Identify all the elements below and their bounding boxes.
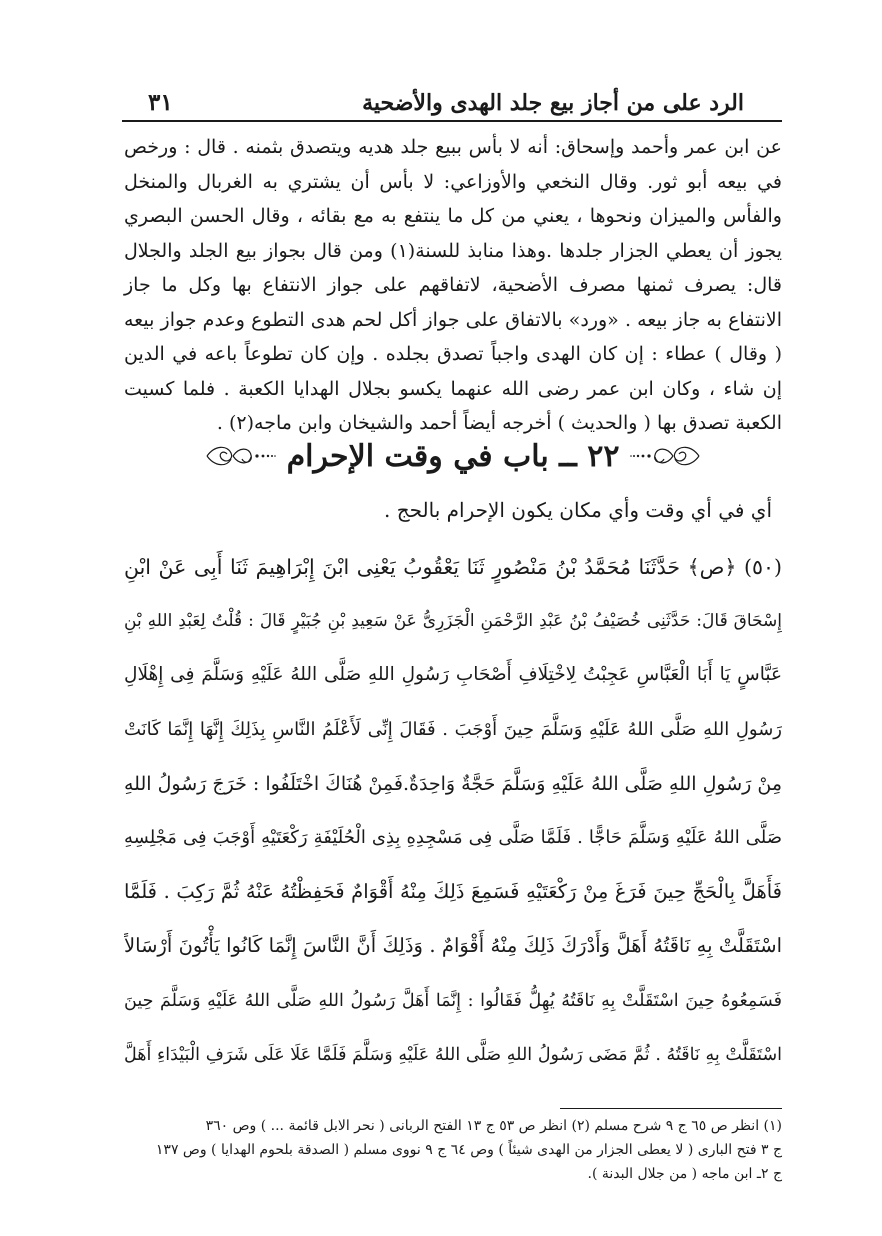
- hadith-line: مِنْ رَسُولِ اللهِ صَلَّى اللهُ عَلَيْهِ وَسَلَّمَ حَجَّةٌ وَاحِدَةٌ.فَمِنْ هُنَاكَ اخْتَلَفُوا : خَرَجَ رَسُولُ اللهِ: [124, 772, 782, 795]
- hadith-text: [124, 540, 782, 1082]
- hadith-line: فَسَمِعُوهُ حِينَ اسْتَقَلَّتْ بِهِ نَاقَتُهُ يُهِلُّ فَقَالُوا : إِنَّمَا أَهَلَّ رَسُولُ اللهِ صَلَّى اللهُ عَلَيْهِ وَسَلَّمَ حِينَ: [124, 990, 782, 1011]
- chapter-heading: [124, 426, 782, 486]
- page-number: ٣١: [148, 89, 173, 116]
- footnotes: [124, 1114, 782, 1186]
- hadith-line: عَبَّاسٍ يَا أَبَا الْعَبَّاسِ عَجِبْتُ لِاخْتِلَافِ أَصْحَابِ رَسُولِ اللهِ صَلَّى اللهُ عَلَيْهِ وَسَلَّمَ فِى إِهْلَالِ: [124, 664, 782, 686]
- hadith-line: إِسْحَاقَ قَالَ: حَدَّثَنِى خُصَيْفُ بْنُ عَبْدِ الرَّحْمَنِ الْجَزَرِىُّ عَنْ سَعِيدِ بْنِ جُبَيْرٍ قَالَ : قُلْتُ لِعَبْدِ اللهِ بْنِ: [124, 611, 782, 632]
- hadith-line: (٥٠) ﴿ص﴾ حَدَّثَنَا مُحَمَّدُ بْنُ مَنْصُورٍ ثَنَا يَعْقُوبُ يَعْنِى ابْنَ إِبْرَاهِيمَ ثَنَا أَبِى عَنْ ابْنِ: [124, 555, 782, 579]
- footnote-line: ج ٢ـ ابن ماجه ( من جلال البدنة ).: [587, 1166, 782, 1182]
- footnote-line: (١) انظر ص ٦٥ ج ٩ شرح مسلم (٢) انظر ص ٥٣ ج ١٣ الفتح الربانى ( نحر الابل قائمة ... ) وص ٣٦٠: [205, 1118, 782, 1134]
- page-header: [122, 86, 782, 122]
- intro-paragraph-block: [124, 130, 782, 441]
- ornament-right-icon: [629, 441, 701, 471]
- footnote-line: ج ٣ فتح البارى ( لا يعطى الجزار من الهدى شيئاً ) وص ٦٤ ج ٩ نووى مسلم ( الصدقة بلحوم الهدايا ) وص ١٣٧: [155, 1142, 782, 1158]
- footnote-divider: [560, 1108, 782, 1109]
- hadith-line: اسْتَقَلَّتْ بِهِ نَاقَتُهُ . ثُمَّ مَضَى رَسُولُ اللهِ صَلَّى اللهُ عَلَيْهِ وَسَلَّمَ فَلَمَّا عَلَا عَلَى شَرَفِ الْبَيْدَاءِ أَهَلَّ: [124, 1044, 782, 1065]
- hadith-line: صَلَّى اللهُ عَلَيْهِ وَسَلَّمَ حَاجًّا . فَلَمَّا صَلَّى فِى مَسْجِدِهِ بِذِى الْحُلَيْفَةِ رَكْعَتَيْهِ أَوْجَبَ فِى مَجْلِسِهِ: [124, 826, 782, 848]
- chapter-title: ٢٢ ــ باب في وقت الإحرام: [286, 438, 620, 474]
- hadith-line: اسْتَقَلَّتْ بِهِ نَاقَتُهُ أَهَلَّ وَأَدْرَكَ ذَلِكَ مِنْهُ أَقْوَامٌ . وَذَلِكَ أَنَّ النَّاسَ إِنَّمَا كَانُوا يَأْتُونَ أَرْسَالاً: [124, 934, 782, 958]
- ornament-left-icon: [205, 441, 277, 471]
- hadith-line: رَسُولِ اللهِ صَلَّى اللهُ عَلَيْهِ وَسَلَّمَ حِينَ أَوْجَبَ . فَقَالَ إِنِّى لَأَعْلَمُ النَّاسِ بِذَلِكَ إِنَّهَا إِنَّمَا كَانَتْ: [124, 718, 782, 740]
- chapter-subtitle: أي في أي وقت وأي مكان يكون الإحرام بالحج .: [384, 498, 772, 522]
- intro-paragraph: عن ابن عمر وأحمد وإسحاق: أنه لا بأس ببيع جلد هديه ويتصدق بثمنه . قال : ورخص في بيعه أبو ثور. وقال النخعي والأوزاعي: لا بأس أن يشتري به الغربال والمنخل والفأس والميزان ونحوها ، يعني من كل ما ينتفع به مع بقائه ، وقال الحسن البصري يجوز أن يعطي الجزار جلدها .وهذا منابذ للسنة(١) ومن قال بجواز بيع الجلد والجلال قال: يصرف ثمنها مصرف الأضحية، لاتفاقهم على جواز الانتفاع بها وكل ما جاز الانتفاع به جاز بيعه . «ورد» بالاتفاق على جواز أكل لحم هدى التطوع وعدم جواز بيعه ( وقال ) عطاء : إن كان الهدى واجباً تصدق بجلده . وإن كان تطوعاً باعه في الدين إن شاء ، وكان ابن عمر رضى الله عنهما يكسو بجلال الهدايا الكعبة . فلما كسيت الكعبة تصدق بها ( والحديث ) أخرجه أيضاً أحمد والشيخان وابن ماجه(٢) .: [124, 136, 783, 434]
- hadith-line: فَأَهَلَّ بِالْحَجِّ حِينَ فَرَغَ مِنْ رَكْعَتَيْهِ فَسَمِعَ ذَلِكَ مِنْهُ أَقْوَامٌ فَحَفِظْتُهُ عَنْهُ ثُمَّ رَكِبَ . فَلَمَّا: [124, 880, 782, 904]
- running-title: الرد على من أجاز بيع جلد الهدى والأضحية: [362, 90, 744, 116]
